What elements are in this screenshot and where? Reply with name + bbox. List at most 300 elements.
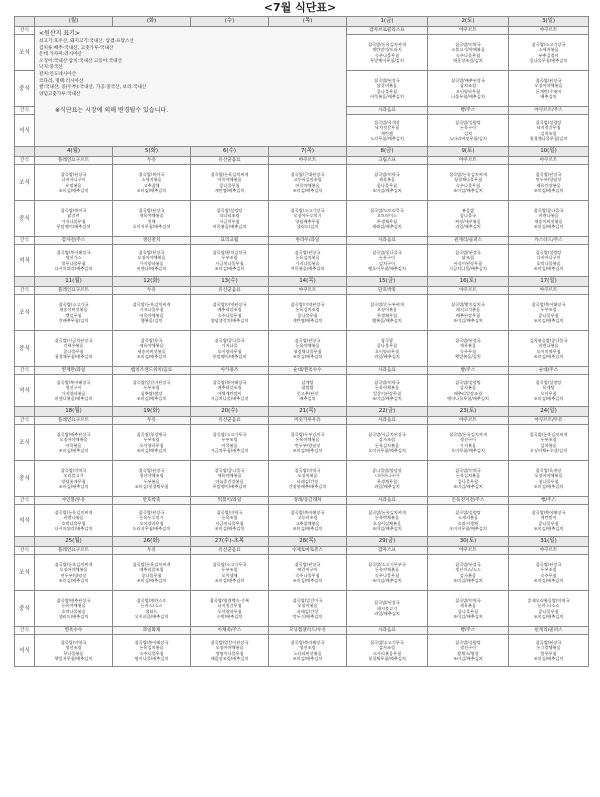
menu-item: 조미김/청경채무침 [134, 483, 169, 489]
menu-item: 오이생채 [221, 572, 238, 578]
menu-item: 잡곡밥/된장국 [138, 249, 165, 255]
corner-cell [15, 147, 35, 157]
meal-cell [347, 555, 428, 591]
row-label-breakfast: 조식 [15, 35, 35, 71]
menu-item: 잡곡밥/황치김치국 [212, 249, 247, 255]
menu-item: 감자조림 [378, 437, 396, 443]
menu-item: 오므라이스 [376, 213, 398, 219]
menu-item: 잡곡밥/된장국 [294, 337, 321, 343]
menu-item: 생선까스/소스 [455, 567, 481, 573]
menu-item: 오이양파무침 [217, 608, 242, 614]
dinner-snack-row [15, 237, 589, 245]
meal-cell [35, 555, 113, 591]
menu-item: 두부조림 [143, 385, 160, 391]
snack-cell: 경래/동글래차 [269, 497, 347, 505]
menu-item: 콩나물무침/배추김치 [529, 57, 568, 63]
snack-row [15, 547, 589, 555]
menu-item: 잡곡밥/돈육김치찌개 [449, 171, 487, 177]
meal-cell [509, 115, 589, 147]
menu-item: 콩나물무침 [457, 608, 479, 614]
menu-item: 숙주나물무침 [374, 572, 400, 578]
snack-cell: 두유 [113, 547, 191, 555]
meal-cell [428, 165, 509, 201]
menu-item: 조미김/배추김치 [533, 483, 564, 489]
menu-item: 돈육김치조림 [295, 307, 320, 313]
origin-line: 코다리, 명태:러시아산 [39, 78, 84, 84]
menu-item: 어묵볶음/배추김치 [212, 223, 247, 229]
row-label-dinner: 석식 [15, 245, 35, 277]
snack-cell: 감자브로콜리스프 [347, 27, 428, 35]
menu-item: 잡곡밥/순두부찌개 [370, 301, 404, 307]
menu-item: 조미김/배추김치 [292, 577, 323, 583]
meal-cell [191, 461, 269, 497]
row-label-lunch: 중식 [15, 201, 35, 237]
menu-item: 오이미역무침 [536, 348, 561, 354]
menu-item: 어묵야채볶음 [295, 182, 320, 188]
menu-item: 어묵야채볶음 [217, 177, 242, 183]
row-label-breakfast: 조식 [15, 165, 35, 201]
snack-cell: 순대/주스 [509, 367, 589, 375]
menu-item: 어묵볶음 [65, 442, 82, 448]
menu-item: 돼지불고기 [376, 605, 398, 611]
menu-item: 닭조림 [461, 255, 475, 261]
menu-item: 코다리조림 [219, 213, 240, 219]
menu-item: 조미김/배추김치 [533, 187, 564, 193]
origin-title: <원산지 표기> [39, 30, 80, 37]
meal-cell [509, 331, 589, 367]
menu-item: 오이지무침/배추김치 [132, 223, 171, 229]
meal-cell [35, 375, 113, 407]
menu-item: 잡곡밥/된장국 [535, 639, 562, 645]
menu-item: 김치볶음 [540, 442, 557, 448]
meal-cell [428, 115, 509, 147]
menu-item: 잡곡밥/무국 [140, 337, 163, 343]
menu-item: 메추리알조림 [217, 385, 242, 391]
menu-item: 나물무침/배추김치 [451, 93, 485, 99]
corner-cell [15, 537, 35, 547]
date-header: 18(월) [35, 407, 113, 417]
menu-item: 낙지젓갈무침 [536, 125, 561, 131]
weekday-header: (화) [113, 17, 191, 27]
meal-cell [269, 505, 347, 537]
date-header: 7(목) [269, 147, 347, 157]
menu-item: 잡곡밥/콩나물국 [533, 207, 564, 213]
menu-item: 돈육야채볶음 [61, 603, 86, 609]
menu-item: 제육볶음 [459, 603, 477, 609]
snack-cell: 유산균음료 [191, 417, 269, 425]
page-title: <7월 식단표> [263, 1, 337, 14]
menu-item: 조미김/배추김치 [533, 395, 564, 401]
menu-item: 숙주나물무침 [455, 52, 481, 58]
menu-item: 호박나물무침 [61, 520, 86, 526]
menu-item: 잡곡밥/설렁탕 [535, 379, 562, 385]
row-label-lunch: 중식 [15, 331, 35, 367]
origin-notice-box [35, 27, 347, 147]
menu-item: 오이양파무침 [139, 520, 164, 526]
menu-item: 숙주나물무침 [217, 312, 242, 318]
meal-cell [113, 461, 191, 497]
menu-item: 돈육야채볶음 [295, 343, 320, 349]
menu-item: 잡곡밥/도토리묵국 [370, 207, 404, 213]
menu-item: 호박나물볶음 [536, 260, 561, 266]
row-label-snack: 간식 [15, 237, 35, 245]
menu-item: 고추잡채 [143, 182, 160, 188]
snack-cell: 야쿠르트 [428, 287, 509, 295]
date-header-row [15, 147, 589, 157]
menu-item: 잡곡밥/배추된장국 [451, 77, 485, 83]
menu-item: 잡곡밥/콩나물국 [372, 249, 402, 255]
menu-item: 돈육김치볶음 [455, 473, 481, 479]
menu-item: 콩나물무침 [538, 520, 559, 526]
meal-cell [191, 635, 269, 667]
snack-cell: 모닝찜샐러드/우유 [269, 627, 347, 635]
menu-item: 잡곡밥/북어해장국 [290, 639, 325, 645]
menu-item: 두부조림 [221, 567, 238, 573]
menu-item: 가지볶음 [459, 442, 477, 448]
row-label-snack: 간식 [15, 547, 35, 555]
weekday-header: (수) [191, 17, 269, 27]
menu-item: 오징어야채볶음 [215, 645, 244, 651]
menu-item: 양념배추무침 [295, 218, 320, 224]
snack-cell: 야쿠르트/두유 [509, 417, 589, 425]
change-notice: ※식단표는 시장에 의해 변경될수 있습니다. [55, 107, 169, 115]
menu-item: 건새우볶음 [63, 343, 84, 349]
meal-cell [113, 635, 191, 667]
menu-item: 고등어김치조림 [293, 177, 322, 183]
menu-item: 볶음밥 [461, 207, 475, 213]
date-header: 12(화) [113, 277, 191, 287]
menu-item: 잡곡밥/미역국 [60, 639, 87, 645]
menu-item: 수박/배추김치 [216, 613, 243, 619]
menu-item: 숙주나물무침 [139, 650, 164, 656]
menu-item: 삼치조림 [459, 83, 477, 89]
menu-item: 잡곡밥/미역된장국 [212, 301, 247, 307]
snack-cell: 수제토마토쥬스 [269, 547, 347, 555]
snack-cell: 야쿠르트 [428, 547, 509, 555]
menu-item: 잡곡밥/미역국 [374, 379, 400, 385]
meal-cell [428, 375, 509, 407]
menu-item: 잡곡밥/소고기무국 [212, 561, 247, 567]
menu-item: 조미김/배추김치 [453, 187, 483, 193]
menu-item: 콩나물무침 [538, 608, 559, 614]
menu-item: 낙지젓갈무침 [374, 125, 400, 131]
menu-item: 조미김/배추김치 [214, 265, 245, 271]
menu-item: 계란찜 [380, 130, 394, 136]
menu-item: 잡곡밥/돈육김치찌개 [529, 431, 568, 437]
menu-item: 맹이나물무침/배추김치 [447, 395, 489, 401]
menu-item: 잡곡밥/설렁탕 [455, 639, 481, 645]
menu-item: 조미김/배추김치 [533, 577, 564, 583]
menu-item: 우엉볶음 [65, 182, 82, 188]
menu-item: 깍두기/배추김치 [292, 613, 323, 619]
meal-cell [428, 35, 509, 71]
date-header: 23(토) [428, 407, 509, 417]
menu-item: 삼추쌈/쌈장 [140, 390, 163, 396]
meal-cell [269, 425, 347, 461]
snack-cell: 두유 [113, 157, 191, 165]
origin-line: 김치류:배추-국내산, 고춧가루-국내산 [39, 45, 114, 51]
meal-cell [509, 295, 589, 331]
row-label-lunch: 중식 [15, 71, 35, 107]
date-header: 15(금) [347, 277, 428, 287]
menu-item: 돈육조림 [221, 515, 238, 521]
meal-cell [509, 461, 589, 497]
menu-item: 오이양파무침 [139, 442, 164, 448]
dinner-snack-row [15, 627, 589, 635]
menu-item: 닭갈비볶음 [376, 83, 398, 89]
meal-cell [113, 295, 191, 331]
menu-item: 오징어두루치기 [293, 213, 322, 219]
meal-cell [269, 201, 347, 237]
menu-item: 다시마튀각/배추김치 [54, 525, 93, 531]
meal-cell [191, 555, 269, 591]
date-header: 27(수)-초복 [191, 537, 269, 547]
snack-cell: 야쿠르트/주스 [509, 107, 589, 115]
menu-item: 잡곡밥/북어해장국 [531, 301, 566, 307]
origin-line: 쇠고기:호주산, 돼지고기:국내산, 삼겹-프랑스산 [39, 39, 134, 44]
menu-item: 재래김/배추김치 [372, 223, 402, 229]
menu-item: 조미김/배추김치 [292, 447, 323, 453]
date-header: 6(수) [191, 147, 269, 157]
menu-item: 가지나물볶음 [295, 260, 320, 266]
menu-item: 오리불고기 [63, 473, 84, 479]
snack-cell: 사과음료 [347, 237, 428, 245]
menu-item: 조미김/배추김치 [136, 395, 167, 401]
date-header: 17(일) [509, 277, 589, 287]
menu-item: 과일/배추김치 [374, 353, 400, 359]
menu-item: 돈육김치볶음 [374, 442, 400, 448]
meal-cell [191, 425, 269, 461]
origin-line: 오징어:국내산 삼치:국내산 고등어:국내산 [39, 58, 123, 64]
row-label-snack: 간식 [15, 287, 35, 295]
menu-item: 두부볶음 [143, 478, 160, 484]
menu-item: 조미김/배추김치 [533, 265, 564, 271]
menu-item: 조미김/배추김치 [136, 577, 167, 583]
menu-item: 비엔나볶음 [63, 515, 84, 521]
menu-item: 호박나물볶음 [61, 608, 86, 614]
menu-item: 잡곡밥/미역국 [294, 467, 321, 473]
meal-cell [509, 375, 589, 407]
menu-item: 새송이버섯볶음 [59, 307, 88, 313]
menu-item: 잡곡밥/얼갈이된장국 [210, 639, 249, 645]
meal-cell [191, 201, 269, 237]
meal-cell [509, 591, 589, 627]
menu-item: 잡곡밥/영계백숙-중복 [209, 597, 250, 603]
snack-row [15, 417, 589, 425]
menu-item: 잡곡밥/북어해장국 [290, 509, 325, 515]
menu-item: 햄볶음/배추김치 [372, 317, 402, 323]
menu-item: 돈육두루치기 [139, 515, 164, 521]
menu-item: 진채 [147, 218, 156, 224]
menu-item: 콩나물무침 [538, 312, 559, 318]
date-header: 20(수) [191, 407, 269, 417]
menu-item: 배추김치 [540, 93, 557, 99]
snack-cell: 빵/주스 [428, 367, 509, 375]
menu-item: 김치볶음밥/콩나물국 [529, 337, 568, 343]
row-label-breakfast: 조식 [15, 555, 35, 591]
menu-item: 잡곡밥/된장국 [60, 171, 87, 177]
snack-cell: 샤인볼/우유 [35, 497, 113, 505]
menu-item: 잡곡밥/된장국 [535, 171, 562, 177]
menu-item: 콩나물무침 [457, 478, 479, 484]
menu-item: 감자조림 [378, 645, 396, 651]
corner-cell [15, 407, 35, 417]
menu-item: 두부조림 [221, 437, 238, 443]
date-header: 21(목) [269, 407, 347, 417]
menu-item: 조미김/배추김치 [136, 353, 167, 359]
meal-cell [113, 165, 191, 201]
menu-item: 돈까스/소스 [537, 603, 560, 609]
menu-item: 잡곡밥/된장국 [138, 467, 165, 473]
menu-item: 조미김/배추김치 [453, 577, 483, 583]
menu-item: 오징어야채볶음 [137, 255, 166, 261]
meal-cell [191, 591, 269, 627]
meal-cell [35, 245, 113, 277]
menu-item: 잡곡밥/돈육김치찌개 [132, 561, 171, 567]
snack-cell: 퀸게리/골퍼스 [428, 237, 509, 245]
date-header: 16(토) [428, 277, 509, 287]
menu-item: 너비아니구이 [536, 255, 561, 261]
menu-item: 돈육야채볶음 [295, 437, 320, 443]
menu-item: 샐러드/배추김치 [58, 613, 89, 619]
menu-item: 부추겉절이 [538, 52, 559, 58]
menu-item: 잡곡밥/된장국 [455, 561, 481, 567]
meal-cell [269, 555, 347, 591]
menu-item: 비엔나볶음/배추김치 [54, 395, 93, 401]
snack-cell: 사과음료 [347, 497, 428, 505]
menu-item: 잡곡밥/육개장 [374, 119, 400, 125]
meal-cell [347, 505, 428, 537]
menu-item: 잡곡밥/얼갈이된장국 [132, 379, 171, 385]
menu-item: 시금치나물/배추김치 [210, 395, 249, 401]
menu-item: 콩나물밥/양념장 [372, 467, 402, 473]
meal-cell [269, 591, 347, 627]
menu-item: 무말랭이/배추김치 [212, 353, 247, 359]
menu-item: 깻잎무침 [65, 312, 82, 318]
row-label-dinner: 석식 [15, 635, 35, 667]
menu-item: 샐러드/김치 [296, 223, 319, 229]
menu-item: 잡곡밥/소고기무국 [212, 431, 247, 437]
menu-item: 가지나물 [221, 343, 238, 349]
menu-item: 숙주나물무침 [374, 52, 400, 58]
menu-item: 팽오이무침/배추김치 [368, 265, 406, 271]
meal-cell [191, 245, 269, 277]
snack-cell: 핀게리/골퍼스 [509, 627, 589, 635]
snack-cell: 야쿠르트 [509, 157, 589, 165]
menu-item: 잡곡밥/돈육김치찌개 [54, 561, 93, 567]
menu-item: 오징어볶음 [297, 603, 318, 609]
breakfast-row [15, 165, 589, 201]
origin-line: 낙지:중국산 [39, 65, 63, 71]
menu-item: 잡곡밥/소고기장국 [531, 41, 566, 47]
menu-item: 고추잡채볶음 [295, 520, 320, 526]
menu-item: 잡곡밥/시금치된장국 [54, 337, 93, 343]
menu-item: 잡곡밥/된장국 [374, 600, 400, 606]
meal-cell [347, 71, 428, 107]
meal-cell [428, 425, 509, 461]
menu-item: 돈육김치볶음 [295, 255, 320, 261]
menu-item: 잡곡밥/소고기무부국 [368, 561, 406, 567]
snack-cell: 야쿠르트 [509, 287, 589, 295]
menu-item: 두부조림 [143, 437, 160, 443]
menu-item: 돈육구이 [459, 125, 477, 131]
origin-line: 쌀:국내산, 콩(두부):국내산, 가공:중국산, 보리:국내산 [39, 85, 147, 91]
menu-item: 잡곡밥/배추된장국 [56, 597, 91, 603]
meal-cell [113, 425, 191, 461]
menu-item: 잡곡밥/설렁탕 [455, 379, 481, 385]
menu-item: 조미김/배추김치 [453, 317, 483, 323]
snack-cell: 카스타드/주스 [509, 237, 589, 245]
menu-item: 생선조림 [299, 645, 316, 651]
date-header: 30(토) [428, 537, 509, 547]
menu-item: 잡곡밥/설렁탕 [216, 207, 243, 213]
meal-cell [191, 165, 269, 201]
snack-cell: 유산균음료 [191, 287, 269, 295]
meal-cell [113, 331, 191, 367]
meal-cell [509, 555, 589, 591]
meal-cell [347, 461, 428, 497]
date-header: 25(월) [35, 537, 113, 547]
menu-item: 시금치나물무침 [215, 260, 244, 266]
menu-item: 오징어야채볶음 [534, 83, 563, 89]
menu-item: 잡곡밥/청경채국 [136, 431, 167, 437]
date-header-row [15, 277, 589, 287]
menu-item: 도라지무침/배추김치 [132, 525, 171, 531]
menu-item: 정명이나물무침 [215, 650, 244, 656]
menu-item: 제육볶음 [378, 177, 396, 183]
corner-cell [15, 17, 35, 27]
snack-row [15, 287, 589, 295]
menu-item: 잡곡밥/소고기무국 [370, 639, 404, 645]
meal-cell [347, 295, 428, 331]
menu-item: 마늘종간장볶음 [215, 478, 244, 484]
menu-item: 조미김/배추김치 [214, 525, 245, 531]
menu-item: 잡곡밥/북어국 [138, 171, 165, 177]
breakfast-row [15, 555, 589, 591]
menu-item: 조미김/배추김치 [533, 613, 564, 619]
snack-cell: 햄치즈샌드위치/음료 [113, 367, 191, 375]
meal-cell [347, 331, 428, 367]
lunch-row [15, 201, 589, 237]
snack-cell: 야쿠르트 [509, 547, 589, 555]
menu-item: 조미김/배추김치 [214, 577, 245, 583]
menu-item: 어묵야채볶음 [139, 312, 164, 318]
menu-item: 숙주무침 [459, 348, 477, 354]
menu-item: 돈까스/소스 [140, 603, 163, 609]
meal-cell [269, 331, 347, 367]
menu-item: 새송이버섯볶음 [534, 218, 563, 224]
snack-cell: 감자스프 [347, 547, 428, 555]
row-label-snack: 간식 [15, 367, 35, 375]
menu-item: 잡곡밥/돈육김치찌개 [132, 301, 171, 307]
menu-item: 생선야채조림 [139, 473, 164, 479]
meal-cell [509, 505, 589, 537]
menu-item: 무말랭이/배추김치 [56, 223, 91, 229]
menu-item: 잡곡밥/설렁탕 [455, 509, 481, 515]
menu-item: 시금치무침 [219, 218, 240, 224]
menu-item: 조미김/배추김치 [533, 655, 564, 661]
menu-item: 메추리알조림 [139, 567, 164, 573]
menu-item: 잡곡밥/된장국 [294, 249, 321, 255]
menu-item: 샐러드 [145, 608, 158, 614]
origin-line: 갈치:인도네시아산 [39, 71, 77, 77]
menu-item: 돈육김치볶음 [139, 645, 164, 651]
date-header: 29(금) [347, 537, 428, 547]
date-header: 11(월) [35, 277, 113, 287]
meal-cell [269, 461, 347, 497]
meal-cell [269, 245, 347, 277]
meal-cell [428, 555, 509, 591]
